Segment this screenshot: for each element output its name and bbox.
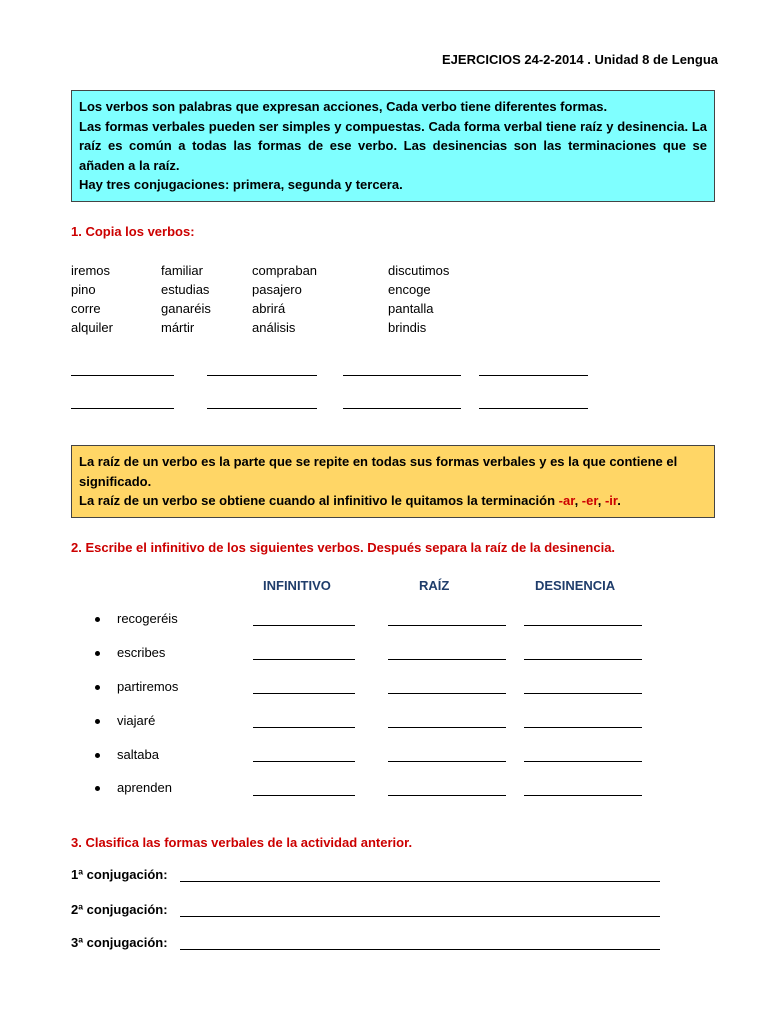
info-box-root [71,445,715,518]
answer-line-infinitivo[interactable] [253,659,355,660]
page-header: EJERCICIOS 24-2-2014 . Unidad 8 de Lengua [442,52,718,67]
info-line: Las formas verbales pueden ser simples y compuestas. Cada forma verbal tiene raíz y desinencia. La raíz es común a todas las formas de ese verbo. Las desinencias son las terminaciones que se añaden a la raíz. [79,118,707,173]
info-line: La raíz de un verbo es la parte que se repite en todas sus formas verbales y es la que contiene el significado. [79,454,678,489]
answer-line[interactable] [343,375,461,376]
verb-item [95,679,245,694]
answer-line-raiz[interactable] [388,693,506,694]
word: abrirá [252,301,286,316]
conjugation-line-3[interactable] [180,949,660,950]
verb-label: viajaré [117,713,156,728]
word: pasajero [252,282,302,297]
word: alquiler [71,320,113,335]
ending-ar: -ar [558,493,575,508]
word: ganaréis [161,301,211,316]
answer-line-raiz[interactable] [388,659,506,660]
exercise-1-title: 1. Copia los verbos: [71,224,195,239]
info-line: Los verbos son palabras que expresan acciones, Cada verbo tiene diferentes formas. [79,99,608,114]
verb-item [95,747,245,762]
column-header-raiz: RAÍZ [419,578,450,593]
bullet-icon [95,651,100,656]
answer-line-raiz[interactable] [388,727,506,728]
answer-line-raiz[interactable] [388,625,506,626]
answer-line-infinitivo[interactable] [253,795,355,796]
bullet-icon [95,786,100,791]
info-text: La raíz de un verbo se obtiene cuando al infinitivo le quitamos la terminación [79,493,559,508]
bullet-icon [95,753,100,758]
verb-item [95,645,245,660]
word: encoge [388,282,431,297]
word: pino [71,282,96,297]
word: discutimos [388,263,450,278]
bullet-icon [95,617,100,622]
answer-line-desinencia[interactable] [524,727,642,728]
conjugation-label-3: 3ª conjugación: [71,935,168,950]
verb-label: partiremos [117,679,179,694]
bullet-icon [95,685,100,690]
verb-item [95,611,245,626]
word: pantalla [388,301,434,316]
info-line: Hay tres conjugaciones: primera, segunda y tercera. [79,177,403,192]
bullet-icon [95,719,100,724]
answer-line[interactable] [207,408,317,409]
answer-line-desinencia[interactable] [524,693,642,694]
word: brindis [388,320,427,335]
verb-item [95,780,245,795]
answer-line-infinitivo[interactable] [253,761,355,762]
verb-label: escribes [117,645,166,660]
word: familiar [161,263,203,278]
column-header-desinencia: DESINENCIA [535,578,616,593]
word: mártir [161,320,195,335]
verb-label: saltaba [117,747,159,762]
answer-line[interactable] [343,408,461,409]
verb-item [95,713,245,728]
info-box-verbs [71,90,715,202]
exercise-2-title: 2. Escribe el infinitivo de los siguientes verbos. Después separa la raíz de la desinencia. [71,540,616,555]
conjugation-label-1: 1ª conjugación: [71,867,168,882]
answer-line-desinencia[interactable] [524,659,642,660]
answer-line-raiz[interactable] [388,761,506,762]
ending-ir: -ir [604,493,618,508]
word: estudias [161,282,210,297]
separator: , [597,493,605,508]
ending-er: -er [581,493,598,508]
verb-label: aprenden [117,780,172,795]
exercise-3-title: 3. Clasifica las formas verbales de la actividad anterior. [71,835,413,850]
column-header-infinitivo: INFINITIVO [263,578,331,593]
answer-line-desinencia[interactable] [524,761,642,762]
separator: , [574,493,582,508]
answer-line-infinitivo[interactable] [253,727,355,728]
word: análisis [252,320,296,335]
answer-line-raiz[interactable] [388,795,506,796]
answer-line-desinencia[interactable] [524,795,642,796]
conjugation-line-2[interactable] [180,916,660,917]
info-text: . [617,493,621,508]
conjugation-line-1[interactable] [180,881,660,882]
info-line [79,491,707,511]
answer-line[interactable] [207,375,317,376]
answer-line-infinitivo[interactable] [253,693,355,694]
answer-line[interactable] [71,375,174,376]
answer-line-infinitivo[interactable] [253,625,355,626]
answer-line[interactable] [71,408,174,409]
answer-line-desinencia[interactable] [524,625,642,626]
word: compraban [252,263,318,278]
word: iremos [71,263,111,278]
word: corre [71,301,101,316]
answer-line[interactable] [479,408,588,409]
verb-label: recogeréis [117,611,178,626]
answer-line[interactable] [479,375,588,376]
conjugation-label-2: 2ª conjugación: [71,902,168,917]
